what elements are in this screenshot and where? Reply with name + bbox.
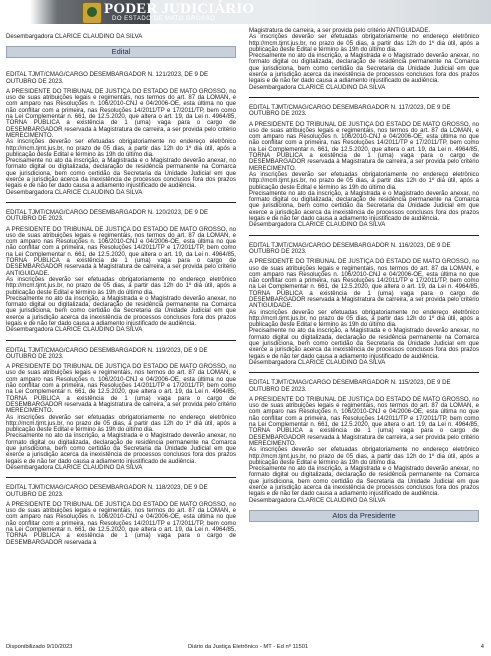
signature: Desembargadora CLARICE CLAUDINO DA SILVA	[249, 358, 386, 366]
right-column	[249, 28, 479, 536]
document-paragraph: Precisamente no ato da inscrição, a Magistrada e o Magistrado deverão anexar, no formato digital ou digitalizada, declaração de residência permanente na Comarca que jurisdiciona, bem como certidão da Secretaria da Unidade Judicial em que exerce a jurisdição acerca da inexistência de processos conclusos fora dos prazos legais e de não ter dado causa a adiamento injustificado de audiência.	[249, 465, 479, 498]
section-header-atos-da-presidente: Atos da Presidente	[249, 510, 479, 522]
journal-edition: Diário da Justiça Eletrônico - MT - Ed nº 11501	[188, 644, 309, 650]
signature: Desembargadora CLARICE CLAUDINO DA SILVA	[6, 463, 143, 471]
edital-115	[249, 380, 479, 504]
signature: Desembargadora CLARICE CLAUDINO DA SILVA	[249, 496, 386, 504]
document-paragraph: Precisamente no ato da inscrição, a Magistrada e o Magistrado deverão anexar, no formato digital ou digitalizada, declaração de residência permanente na Comarca que jurisdiciona, bem como certidão da Secretaria da Unidade Judicial em que exerce a jurisdição acerca da inexistência de processos conclusos fora dos prazos legais e de não ter dado causa a adiamento injustificado de audiência.	[6, 432, 236, 465]
document-paragraph: A PRESIDENTE DO TRIBUNAL DE JUSTIÇA DO ESTADO DE MATO GROSSO, no uso de suas atribuições legais e regimentais, nos termos do art. 87 da LOMAN, e com amparo nas Resoluções n. 106/2010-CNJ e 04/2006-OE, esta última no que não conflitar com a primeira, nas Resoluções 14/2011/TP e 17/2011/TP, bem como na Lei Complementar n. 661, de 12.5.2020, que altera o art. 19, da Lei n. 4964/85, TORNA PÚBLICA a existência de 1 (uma) vaga para o cargo de DESEMBARGADOR reservada à Magistratura de carreira, a ser provida pelo critério MERECIMENTO.	[6, 363, 236, 415]
signature: Desembargadora CLARICE CLAUDINO DA SILVA	[6, 33, 143, 40]
document-paragraph: Precisamente no ato da inscrição, a Magistrada e o Magistrado deverão anexar, no formato digital ou digitalizada, declaração de residência permanente na Comarca que jurisdiciona, bem como certidão da Secretaria da Unidade Judicial em que exerce a jurisdição acerca da inexistência de processos conclusos fora dos prazos legais e de não ter dado causa a adiamento injustificado de audiência.	[249, 327, 479, 360]
signature: Desembargadora CLARICE CLAUDINO DA SILVA	[249, 221, 386, 229]
edital-121	[6, 72, 236, 196]
document-title: EDITAL TJMT/CMAG/CARGO DESEMBARGADOR N. 115/2023, DE 9 DE OUTUBRO DE 2023.	[249, 379, 451, 393]
divider	[6, 477, 236, 478]
document-paragraph: As inscrições deverão ser efetuadas obrigatoriamente no endereço eletrônico http://mcm.tjmt.jus.br, no prazo de 05 dias, a partir das 12h do 1º dia útil, após a publicação deste Edital e término às 19h do último dia.	[6, 413, 236, 434]
document-paragraph: Precisamente no ato da inscrição, a Magistrada e o Magistrado deverão anexar, no formato digital ou digitalizada, declaração de residência permanente na Comarca que jurisdiciona, bem como certidão da Secretaria da Unidade Judicial em que exerce a jurisdição acerca da inexistência de processos conclusos fora dos prazos legais e de não ter dado causa a adiamento injustificado de audiência.	[6, 157, 236, 190]
document-title: EDITAL TJMT/CMAG/CARGO DESEMBARGADOR N. 118/2023, DE 9 DE OUTUBRO DE 2023.	[6, 484, 208, 498]
document-title: EDITAL TJMT/CMAG/CARGO DESEMBARGADOR N. 116/2023, DE 9 DE OUTUBRO DE 2023.	[249, 241, 451, 255]
document-paragraph: As inscrições deverão ser efetuadas obrigatoriamente no endereço eletrônico http://mcm.tjmt.jus.br, no prazo de 05 dias, a partir das 12h do 1º dia útil, após a publicação deste Edital e término às 19h do último dia.	[6, 275, 236, 296]
document-paragraph: As inscrições deverão ser efetuadas obrigatoriamente no endereço eletrônico http://mcm.tjmt.jus.br, no prazo de 05 dias, a partir das 12h do 1º dia útil, após a publicação deste Edital e término às 19h do último dia.	[249, 308, 479, 329]
signature: Desembargadora CLARICE CLAUDINO DA SILVA	[249, 83, 386, 91]
document-paragraph: A PRESIDENTE DO TRIBUNAL DE JUSTIÇA DO ESTADO DE MATO GROSSO, no uso de suas atribuições legais e regimentais, nos termos do art. 87 da LOMAN, e com amparo nas Resoluções n. 106/2010-CNJ e 04/2006-OE, esta última no que não conflitar com a primeira, nas Resoluções 14/2011/TP e 17/2011/TP, bem como na Lei Complementar n. 661, de 12.5.2020, que altera o art. 19, da Lei n. 4964/85, TORNA PÚBLICA a existência de 1 (uma) vaga para o cargo de DESEMBARGADOR reservada à Magistratura de carreira, a ser provida pelo critério ANTIGUIDADE.	[249, 258, 479, 310]
document-paragraph: As inscrições deverão ser efetuadas obrigatoriamente no endereço eletrônico http://mcm.tjmt.jus.br, no prazo de 05 dias, a partir das 12h do 1º dia útil, após a publicação deste Edital e término às 19h do último dia.	[249, 33, 479, 53]
document-title: EDITAL TJMT/CMAG/CARGO DESEMBARGADOR N. 120/2023, DE 9 DE OUTUBRO DE 2023.	[6, 208, 209, 223]
divider	[249, 97, 479, 98]
document-title: EDITAL TJMT/CMAG/CARGO DESEMBARGADOR N. 121/2023, DE 9 DE OUTUBRO DE 2023.	[6, 71, 209, 85]
document-paragraph: Magistratura de carreira, a ser provida pelo critério ANTIGUIDADE.	[249, 27, 431, 34]
edital-119	[6, 348, 236, 472]
document-paragraph: A PRESIDENTE DO TRIBUNAL DE JUSTIÇA DO ESTADO DE MATO GROSSO, no uso de suas atribuições legais e regimentais, nos termos do art. 87 da LOMAN, e com amparo nas Resoluções n. 106/2010-CNJ e 04/2006-OE, esta última no que não conflitar com a primeira, nas Resoluções 14/2011/TP e 17/2011/TP, bem como na Lei Complementar n. 661, de 12.5.2020, que altera o art. 19, da Lei n. 4964/85, TORNA PÚBLICA a existência de 1 (uma) vaga para o cargo de DESEMBARGADOR reservada à Magistratura de carreira, a ser provida pelo critério MERECIMENTO.	[249, 120, 479, 172]
divider	[249, 372, 479, 373]
signature: Desembargadora CLARICE CLAUDINO DA SILVA	[6, 326, 143, 334]
document-paragraph: A PRESIDENTE DO TRIBUNAL DE JUSTIÇA DO ESTADO DE MATO GROSSO, no uso de suas atribuições legais e regimentais, nos termos do art. 87 da LOMAN, e com amparo nas Resoluções n. 106/2010-CNJ e 04/2006-OE, esta última no que não conflitar com a primeira, nas Resoluções 14/2011/TP e 17/2011/TP, bem como na Lei Complementar n. 661, de 12.5.2020, que altera o art. 19, da Lei n. 4964/85, TORNA PÚBLICA a existência de 1 (uma) vaga para o cargo de DESEMBARGADOR reservada à Magistratura de carreira, a ser provida pelo critério ANTIGUIDADE.	[6, 225, 236, 277]
divider	[6, 340, 236, 341]
divider	[6, 202, 236, 203]
court-name: PODER JUDICIÁRIO	[104, 1, 255, 17]
court-crest-icon	[82, 2, 102, 24]
court-state: DO ESTADO DE MATO GROSSO	[112, 16, 216, 22]
section-header-edital: Edital	[6, 46, 236, 58]
document-paragraph: Precisamente no ato da inscrição, a Magistrada e o Magistrado deverão anexar, no formato digital ou digitalizada, declaração de residência permanente na Comarca que jurisdiciona, bem como certidão da Secretaria da Unidade Judicial em que exerce a jurisdição acerca da inexistência de processos conclusos fora dos prazos legais e de não ter dado causa a adiamento injustificado de audiência.	[249, 52, 479, 85]
page-number: 4	[480, 644, 484, 650]
page-header	[0, 0, 491, 24]
document-paragraph: Precisamente no ato da inscrição, a Magistrada e o Magistrado deverão anexar, no formato digital ou digitalizada, declaração de residência permanente na Comarca que jurisdiciona, bem como certidão da Secretaria da Unidade Judicial em que exerce a jurisdição acerca da inexistência de processos conclusos fora dos prazos legais e de não ter dado causa a adiamento injustificado de audiência.	[249, 189, 479, 223]
edital-117	[249, 105, 479, 229]
divider	[249, 235, 479, 236]
signature: Desembargadora CLARICE CLAUDINO DA SILVA	[6, 188, 143, 196]
document-paragraph: Precisamente no ato da inscrição, a Magistrada e o Magistrado deverão anexar, no formato digital ou digitalizada, declaração de residência permanente na Comarca que jurisdiciona, bem como certidão da Secretaria da Unidade Judicial em que exerce a jurisdição acerca da inexistência de processos conclusos fora dos prazos legais e de não ter dado causa a adiamento injustificado de audiência.	[6, 294, 236, 327]
document-paragraph: A PRESIDENTE DO TRIBUNAL DE JUSTIÇA DO ESTADO DE MATO GROSSO, no uso de suas atribuições legais e regimentais, nos termos do art. 87 da LOMAN, e com amparo nas Resoluções n. 106/2010-CNJ e 04/2006-OE, esta última no que não conflitar com a primeira, nas Resoluções 14/2011/TP e 17/2011/TP, bem como na Lei Complementar n. 661, de 12.5.2020, que altera o art. 19, da Lei n. 4964/85, TORNA PÚBLICA a existência de 1 (uma) vaga para o cargo de DESEMBARGADOR reservada à Magistratura de carreira, a ser provida pelo critério MERECIMENTO.	[249, 395, 479, 447]
document-paragraph: As inscrições deverão ser efetuadas obrigatoriamente no endereço eletrônico http://mcm.tjmt.jus.br, no prazo de 05 dias, a partir das 12h do 1º dia útil, após a publicação deste Edital e término às 19h do último dia.	[6, 138, 236, 158]
edital-118	[6, 485, 236, 546]
document-title: EDITAL TJMT/CMAG/CARGO DESEMBARGADOR N. 117/2023, DE 9 DE OUTUBRO DE 2023.	[249, 103, 451, 118]
document-paragraph: A PRESIDENTE DO TRIBUNAL DE JUSTIÇA DO ESTADO DE MATO GROSSO, no uso de suas atribuições legais e regimentais, nos termos do art. 87 da LOMAN, e com amparo nas Resoluções n. 106/2010-CNJ e 04/2006-OE, esta última no que não conflitar com a primeira, nas Resoluções 14/2011/TP e 17/2011/TP, bem como na Lei Complementar n. 661, de 12.5.2020, que altera o art. 19, da Lei n. 4964/85, TORNA PÚBLICA a existência de 1 (uma) vaga para o cargo de DESEMBARGADOR reservada à	[6, 500, 236, 546]
document-paragraph: A PRESIDENTE DO TRIBUNAL DE JUSTIÇA DO ESTADO DE MATO GROSSO, no uso de suas atribuições legais e regimentais, nos termos do art. 87 da LOMAN, e com amparo nas Resoluções n. 106/2010-CNJ e 04/2006-OE, esta última no que não conflitar com a primeira, nas Resoluções 14/2011/TP e 17/2011/TP, bem como na Lei Complementar n. 661, de 12.5.2020, que altera o art. 19, da Lei n. 4964/85, TORNA PÚBLICA a existência de 1 (uma) vaga para o cargo de DESEMBARGADOR reservada à Magistratura de carreira, a ser provida pelo critério MERECIMENTO.	[6, 87, 236, 139]
edital-118-continued	[249, 28, 479, 91]
left-column	[6, 34, 236, 546]
header-decoration	[300, 0, 491, 24]
edital-116	[249, 243, 479, 367]
document-paragraph: As inscrições deverão ser efetuadas obrigatoriamente no endereço eletrônico http://mcm.tjmt.jus.br, no prazo de 05 dias, a partir das 12h do 1º dia útil, após a publicação deste Edital e término às 19h do último dia.	[249, 446, 479, 466]
document-paragraph: As inscrições deverão ser efetuadas obrigatoriamente no endereço eletrônico http://mcm.tjmt.jus.br, no prazo de 05 dias, a partir das 12h do 1º dia útil, após a publicação deste Edital e término às 19h do último dia.	[249, 170, 479, 191]
publication-date: Disponibilizado 9/10/2023	[6, 644, 73, 650]
edital-120	[6, 210, 236, 334]
document-title: EDITAL TJMT/CMAG/CARGO DESEMBARGADOR N. 119/2023, DE 9 DE OUTUBRO DE 2023.	[6, 346, 208, 360]
